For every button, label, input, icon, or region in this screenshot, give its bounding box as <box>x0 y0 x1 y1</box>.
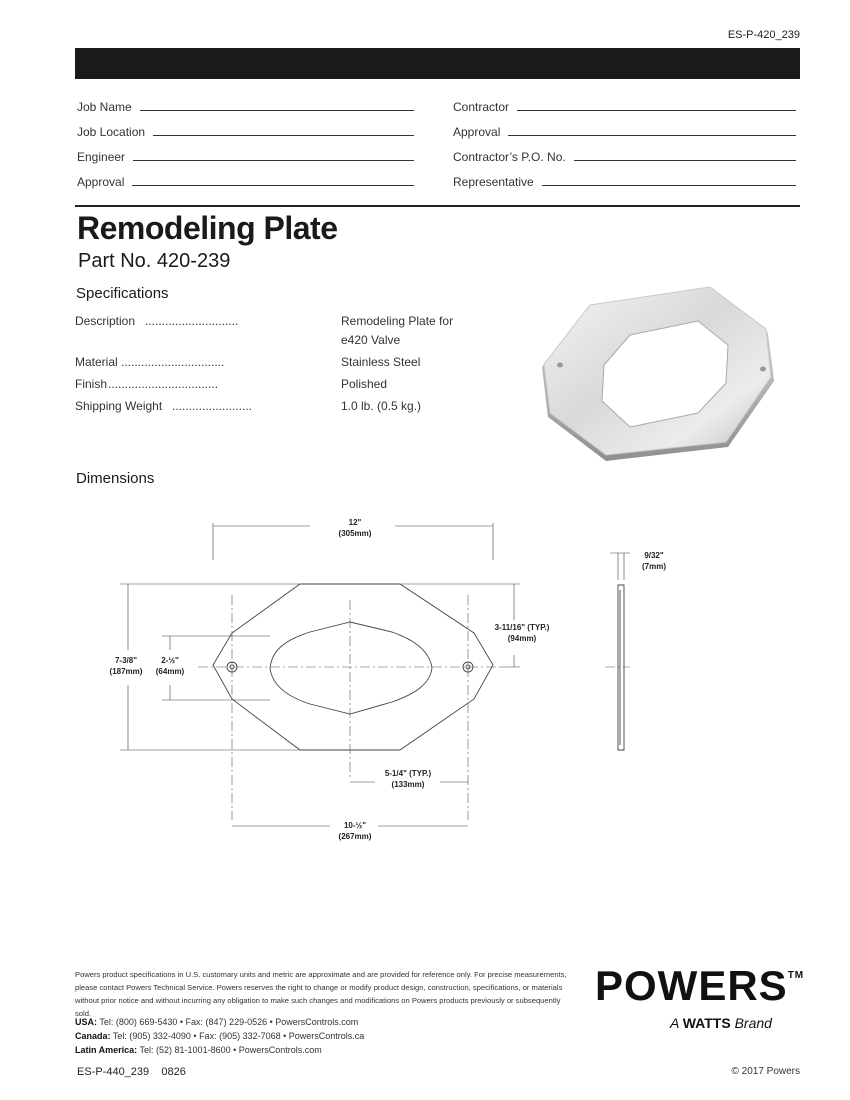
powers-logo: POWERS™ <box>595 962 805 1009</box>
specifications-heading: Specifications <box>76 285 169 302</box>
spec-weight-dots: ........................ <box>172 399 253 413</box>
contact-usa: USA: Tel: (800) 669-5430 • Fax: (847) 229-0526 • PowersControls.com <box>75 1017 359 1027</box>
spec-description-dots: ............................ <box>145 314 239 328</box>
dim-half-height: 3-11/16" (TYP.) (94mm) <box>494 623 550 643</box>
dim-thickness: 9/32" (7mm) <box>641 551 666 571</box>
product-title: Remodeling Plate <box>77 210 338 246</box>
representative-label: Representative <box>453 175 534 189</box>
dim-height: 7-3/8" (187mm) <box>109 656 143 676</box>
disclaimer: Powers product specifications in U.S. customary units and metric are approximate and are provided for reference only. For precise measurements, please contact Powers Technical Service. Powers reserves the right to change or modify product design, construction, specifications, or materials without prior notice and without incurring any obligation to make such changes and modifications on Powers products previously or subsequently sold. <box>75 970 567 1018</box>
spec-material-value: Stainless Steel <box>341 355 421 369</box>
dim-inner-height: 2-½" (64mm) <box>155 656 185 676</box>
contractor-label: Contractor <box>453 100 510 114</box>
dim-half-width: 5-1/4" (TYP.) (133mm) <box>384 769 432 789</box>
side-profile <box>618 585 624 750</box>
contractor-po-label: Contractor’s P.O. No. <box>453 150 566 164</box>
spec-description-value: Remodeling Plate for <box>341 314 454 328</box>
contact-canada: Canada: Tel: (905) 332-4090 • Fax: (905) 332-7068 • PowersControls.ca <box>75 1031 365 1041</box>
spec-finish-label: Finish <box>75 377 108 391</box>
approval-right-label: Approval <box>453 125 501 139</box>
spec-weight-value: 1.0 lb. (0.5 kg.) <box>341 399 422 413</box>
footer-doc-id: ES-P-440_239 0826 <box>77 1066 186 1078</box>
spec-description-value-2: e420 Valve <box>341 333 401 347</box>
spec-finish-value: Polished <box>341 377 388 391</box>
spec-weight-label: Shipping Weight <box>75 399 163 413</box>
watts-brand: A WATTS Brand <box>670 1015 772 1031</box>
spec-description-label: Description <box>75 314 136 328</box>
spec-material-label: Material <box>75 355 118 369</box>
spec-finish-dots: ................................. <box>108 377 219 391</box>
part-number: Part No. 420-239 <box>78 250 231 272</box>
contact-latam: Latin America: Tel: (52) 81-1001-8600 • PowersControls.com <box>75 1045 322 1055</box>
dim-width: 12" (305mm) <box>338 518 372 538</box>
engineer-label: Engineer <box>77 150 126 164</box>
copyright: © 2017 Powers <box>731 1066 800 1077</box>
plate-opening <box>270 622 432 714</box>
dimensions-heading: Dimensions <box>76 470 155 487</box>
spec-material-dots: ............................... <box>121 355 225 369</box>
dim-hole-width: 10-½" (267mm) <box>338 821 372 841</box>
job-name-label: Job Name <box>77 100 132 114</box>
approval-left-label: Approval <box>77 175 125 189</box>
doc-id: ES-P-420_239 <box>727 29 800 41</box>
job-location-label: Job Location <box>77 125 146 139</box>
